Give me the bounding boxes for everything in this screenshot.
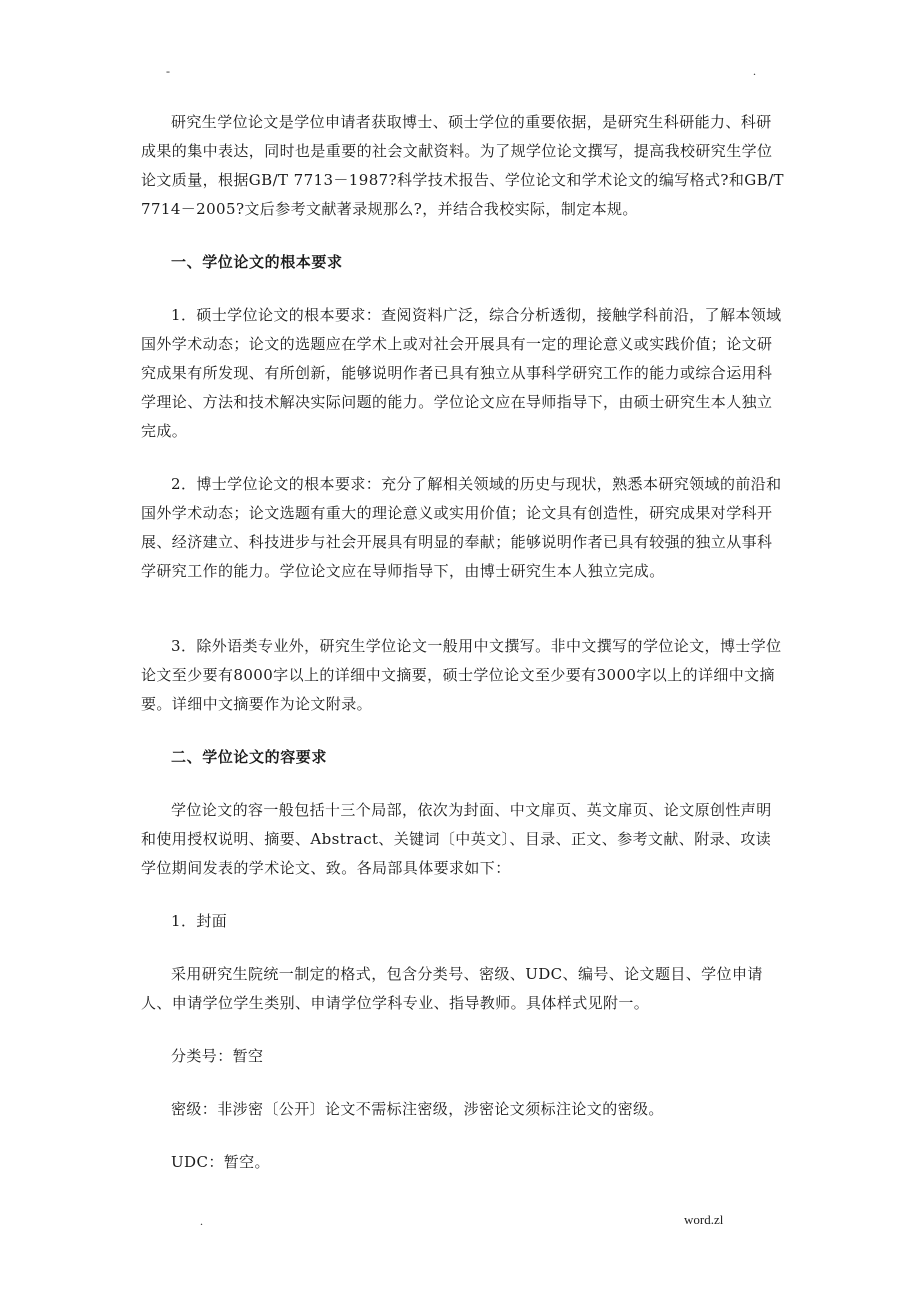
intro-paragraph: 研究生学位论文是学位申请者获取博士、硕士学位的重要依据，是研究生科研能力、科研成果的集中表达，同时也是重要的社会文献资料。为了规学位论文撰写，提高我校研究生学位论文质量，根据GB/T 7713－1987?科学技术报告、学位论文和学术论文的编写格式?和GB/T 7714－2005?文后参考文献著录规那么?，并结合我校实际，制定本规。: [141, 113, 784, 218]
language-requirements-paragraph: 3．除外语类专业外，研究生学位论文一般用中文撰写。非中文撰写的学位论文，博士学位论文至少要有8000字以上的详细中文摘要，硕士学位论文至少要有3000字以上的详细中文摘要。详细中文摘要作为论文附录。: [141, 637, 782, 713]
security-level-line: 密级：非涉密〔公开〕论文不需标注密级，涉密论文须标注论文的密级。: [171, 1100, 664, 1118]
footer-source-text: word.zl: [684, 1212, 724, 1227]
cover-heading: 1．封面: [171, 912, 228, 930]
cover-format-paragraph: 采用研究生院统一制定的格式，包含分类号、密级、UDC、编号、论文题目、学位申请人、申请学位学生类别、申请学位学科专业、指导教师。具体样式见附一。: [141, 965, 763, 1012]
udc-line: UDC：暂空。: [171, 1153, 270, 1171]
document-body: [141, 108, 786, 1177]
doctor-requirements-paragraph: 2．博士学位论文的根本要求：充分了解相关领域的历史与现状，熟悉本研究领域的前沿和国外学术动态；论文选题有重大的理论意义或实用价值；论文具有创造性，研究成果对学科开展、经济建立、科技进步与社会开展具有明显的奉献；能够说明作者已具有较强的独立从事科学研究工作的能力。学位论文应在导师指导下，由博士研究生本人独立完成。: [141, 475, 782, 580]
section-heading-2: 二、学位论文的容要求: [171, 748, 328, 766]
header-right-mark: .: [753, 64, 756, 78]
master-requirements-paragraph: 1．硕士学位论文的根本要求：查阅资料广泛，综合分析透彻，接触学科前沿，了解本领域国外学术动态；论文的选题应在学术上或对社会开展具有一定的理论意义或实践价值；论文研究成果有所发现、有所创新，能够说明作者已具有独立从事科学研究工作的能力或综合运用科学理论、方法和技术解决实际问题的能力。学位论文应在导师指导下，由硕士研究生本人独立完成。: [141, 306, 782, 440]
footer-left-mark: .: [200, 1214, 203, 1228]
section-heading-1: 一、学位论文的根本要求: [171, 253, 343, 271]
classification-number-line: 分类号：暂空: [171, 1047, 264, 1065]
header-left-mark: -: [166, 64, 170, 78]
content-parts-paragraph: 学位论文的容一般包括十三个局部，依次为封面、中文扉页、英文扉页、论文原创性声明和使用授权说明、摘要、Abstract、关键词〔中英文〕、目录、正文、参考文献、附录、攻读学位期间发表的学术论文、致。各局部具体要求如下：: [141, 801, 772, 877]
